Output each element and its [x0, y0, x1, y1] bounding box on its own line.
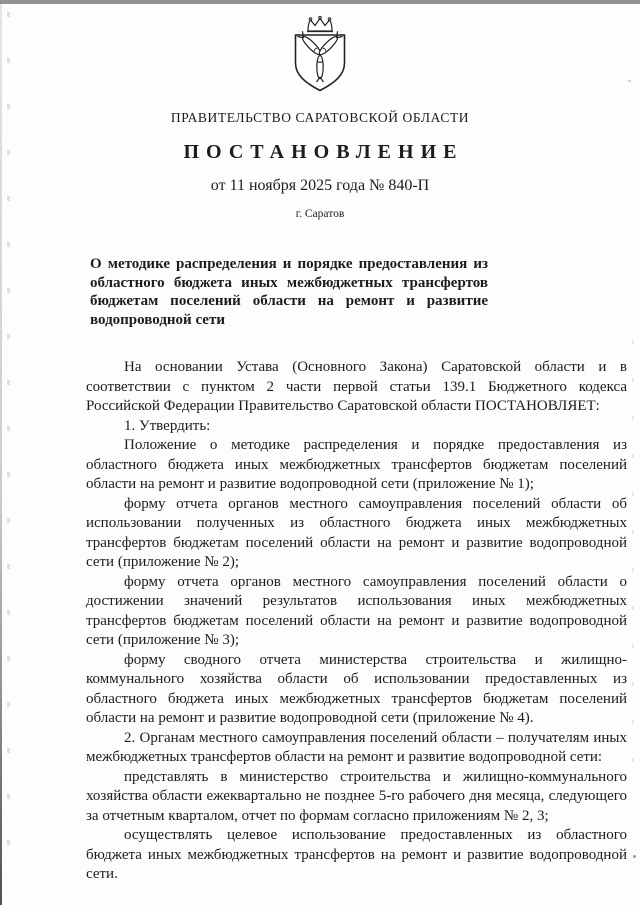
scan-artifact-left — [7, 12, 10, 852]
scan-left-edge-line — [0, 0, 2, 905]
body-paragraph-appendix3: форму отчета органов местного самоуправления поселений области о достижении значений результатов использования иных межбюджетных трансфертов бюджетам поселений области на ремонт и развитие водопроводной сети (приложение № 3); — [86, 573, 627, 649]
body-paragraph-appendix2: форму отчета органов местного самоуправления поселений области об использовании полученных из областного бюджета иных межбюджетных трансфертов бюджетам поселений области на ремонт и развитие водопроводной сети (приложение № 2); — [86, 495, 627, 571]
document-title: О методике распределения и порядке предоставления из областного бюджета иных межбюджетных трансфертов бюджетам поселений области на ремонт и развитие водопроводной сети — [90, 256, 488, 328]
body-paragraph-item1: 1. Утвердить: — [124, 417, 211, 434]
authority-name: ПРАВИТЕЛЬСТВО САРАТОВСКОЙ ОБЛАСТИ — [170, 110, 470, 125]
scan-top-edge — [0, 0, 640, 4]
body-paragraph-appendix1: Положение о методике распределения и порядке предоставления из областного бюджета иных межбюджетных трансфертов бюджетам поселений области на ремонт и развитие водопроводной сети (приложение № 1); — [86, 437, 627, 493]
date-and-number: от 11 ноября 2025 года № 840-П — [210, 177, 430, 194]
scan-speck — [633, 855, 636, 858]
place-name: г. Саратов — [295, 208, 345, 220]
document-header — [0, 0, 640, 220]
scan-artifact-right — [632, 340, 634, 790]
body-paragraph-item2: 2. Органам местного самоуправления поселений области – получателям иных межбюджетных трансфертов области на ремонт и развитие водопроводной сети: — [86, 729, 627, 766]
body-paragraph-reporting: представлять в министерство строительства и жилищно-коммунального хозяйства области ежеквартально не позднее 5-го рабочего дня месяца, следующего за отчетным кварталом, отчет по формам согласно приложениям № 2, 3; — [86, 768, 627, 824]
body-paragraph-targeted-use: осуществлять целевое использование предоставленных из областного бюджета иных межбюджетных трансфертов на ремонт и развитие водопроводной сети. — [86, 827, 627, 883]
document-type-title: ПОСТАНОВЛЕНИЕ — [183, 141, 464, 163]
saratov-coat-of-arms-icon — [291, 16, 349, 94]
body-paragraph-preamble: На основании Устава (Основного Закона) Саратовской области и в соответствии с пунктом 2 части первой статьи 139.1 Бюджетного кодекса Российской Федерации Правительство Саратовской области ПОСТАНОВЛЯЕТ: — [86, 359, 627, 415]
scan-speck — [628, 80, 631, 82]
body-paragraph-appendix4: форму сводного отчета министерства строительства и жилищно-коммунального хозяйства области об использовании предоставленных из областного бюджета иных межбюджетных трансфертов бюджетам поселений области на ремонт и развитие водопроводной сети (приложение № 4). — [86, 651, 627, 727]
document-body — [86, 358, 627, 885]
